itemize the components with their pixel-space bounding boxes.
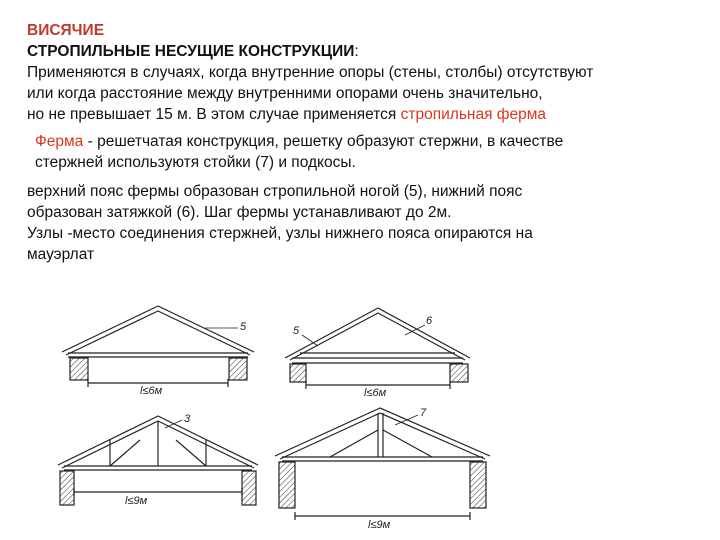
details-block <box>27 181 707 265</box>
truss-figure-3 <box>58 416 258 505</box>
intro-line-2: или когда расстояние между внутренними опорами очень значительно, <box>27 85 543 102</box>
definition-line-1-rest: - решетчатая конструкция, решетку образуют стержни, в качестве <box>83 133 564 150</box>
text-content <box>27 20 707 265</box>
fig3-span-label: l≤9м <box>125 495 148 507</box>
truss-diagrams <box>0 290 720 540</box>
fig2-callout-6: 6 <box>426 315 433 327</box>
fig3-callout-3: 3 <box>184 413 191 425</box>
title-colon: : <box>354 43 359 60</box>
intro-line-3-prefix: но не превышает 15 м. В этом случае применяется <box>27 106 401 123</box>
truss-figure-1 <box>62 306 254 387</box>
truss-term-highlight: стропильная ферма <box>400 106 547 123</box>
details-line-2: образован затяжкой (6). Шаг фермы устанавливают до 2м. <box>27 204 452 221</box>
title-line-1: ВИСЯЧИЕ <box>27 22 105 39</box>
definition-line-2: стержней используютя стойки (7) и подкосы. <box>35 154 356 171</box>
intro-line-3 <box>27 104 707 125</box>
fig2-callout-5: 5 <box>293 325 300 337</box>
fig2-span-label: l≤6м <box>364 387 387 399</box>
fig4-callout-7: 7 <box>420 407 427 419</box>
truss-figure-2 <box>285 308 470 389</box>
definition-term: Ферма <box>35 133 84 150</box>
definition-line-1 <box>35 131 707 152</box>
fig4-span-label: l≤9м <box>368 519 391 531</box>
title-line-2: СТРОПИЛЬНЫЕ НЕСУЩИЕ КОНСТРУКЦИИ <box>27 43 355 60</box>
details-line-4: мауэрлат <box>27 246 95 263</box>
details-line-3: Узлы -место соединения стержней, узлы нижнего пояса опираются на <box>27 225 533 242</box>
fig1-callout-5: 5 <box>240 321 247 333</box>
fig1-span-label: l≤6м <box>140 385 163 397</box>
truss-figure-4 <box>275 408 490 520</box>
title-line-2-wrap <box>27 41 707 62</box>
intro-line-1: Применяются в случаях, когда внутренние опоры (стены, столбы) отсутствуют <box>27 64 594 81</box>
details-line-1: верхний пояс фермы образован стропильной ногой (5), нижний пояс <box>27 183 523 200</box>
definition-block <box>27 131 707 173</box>
